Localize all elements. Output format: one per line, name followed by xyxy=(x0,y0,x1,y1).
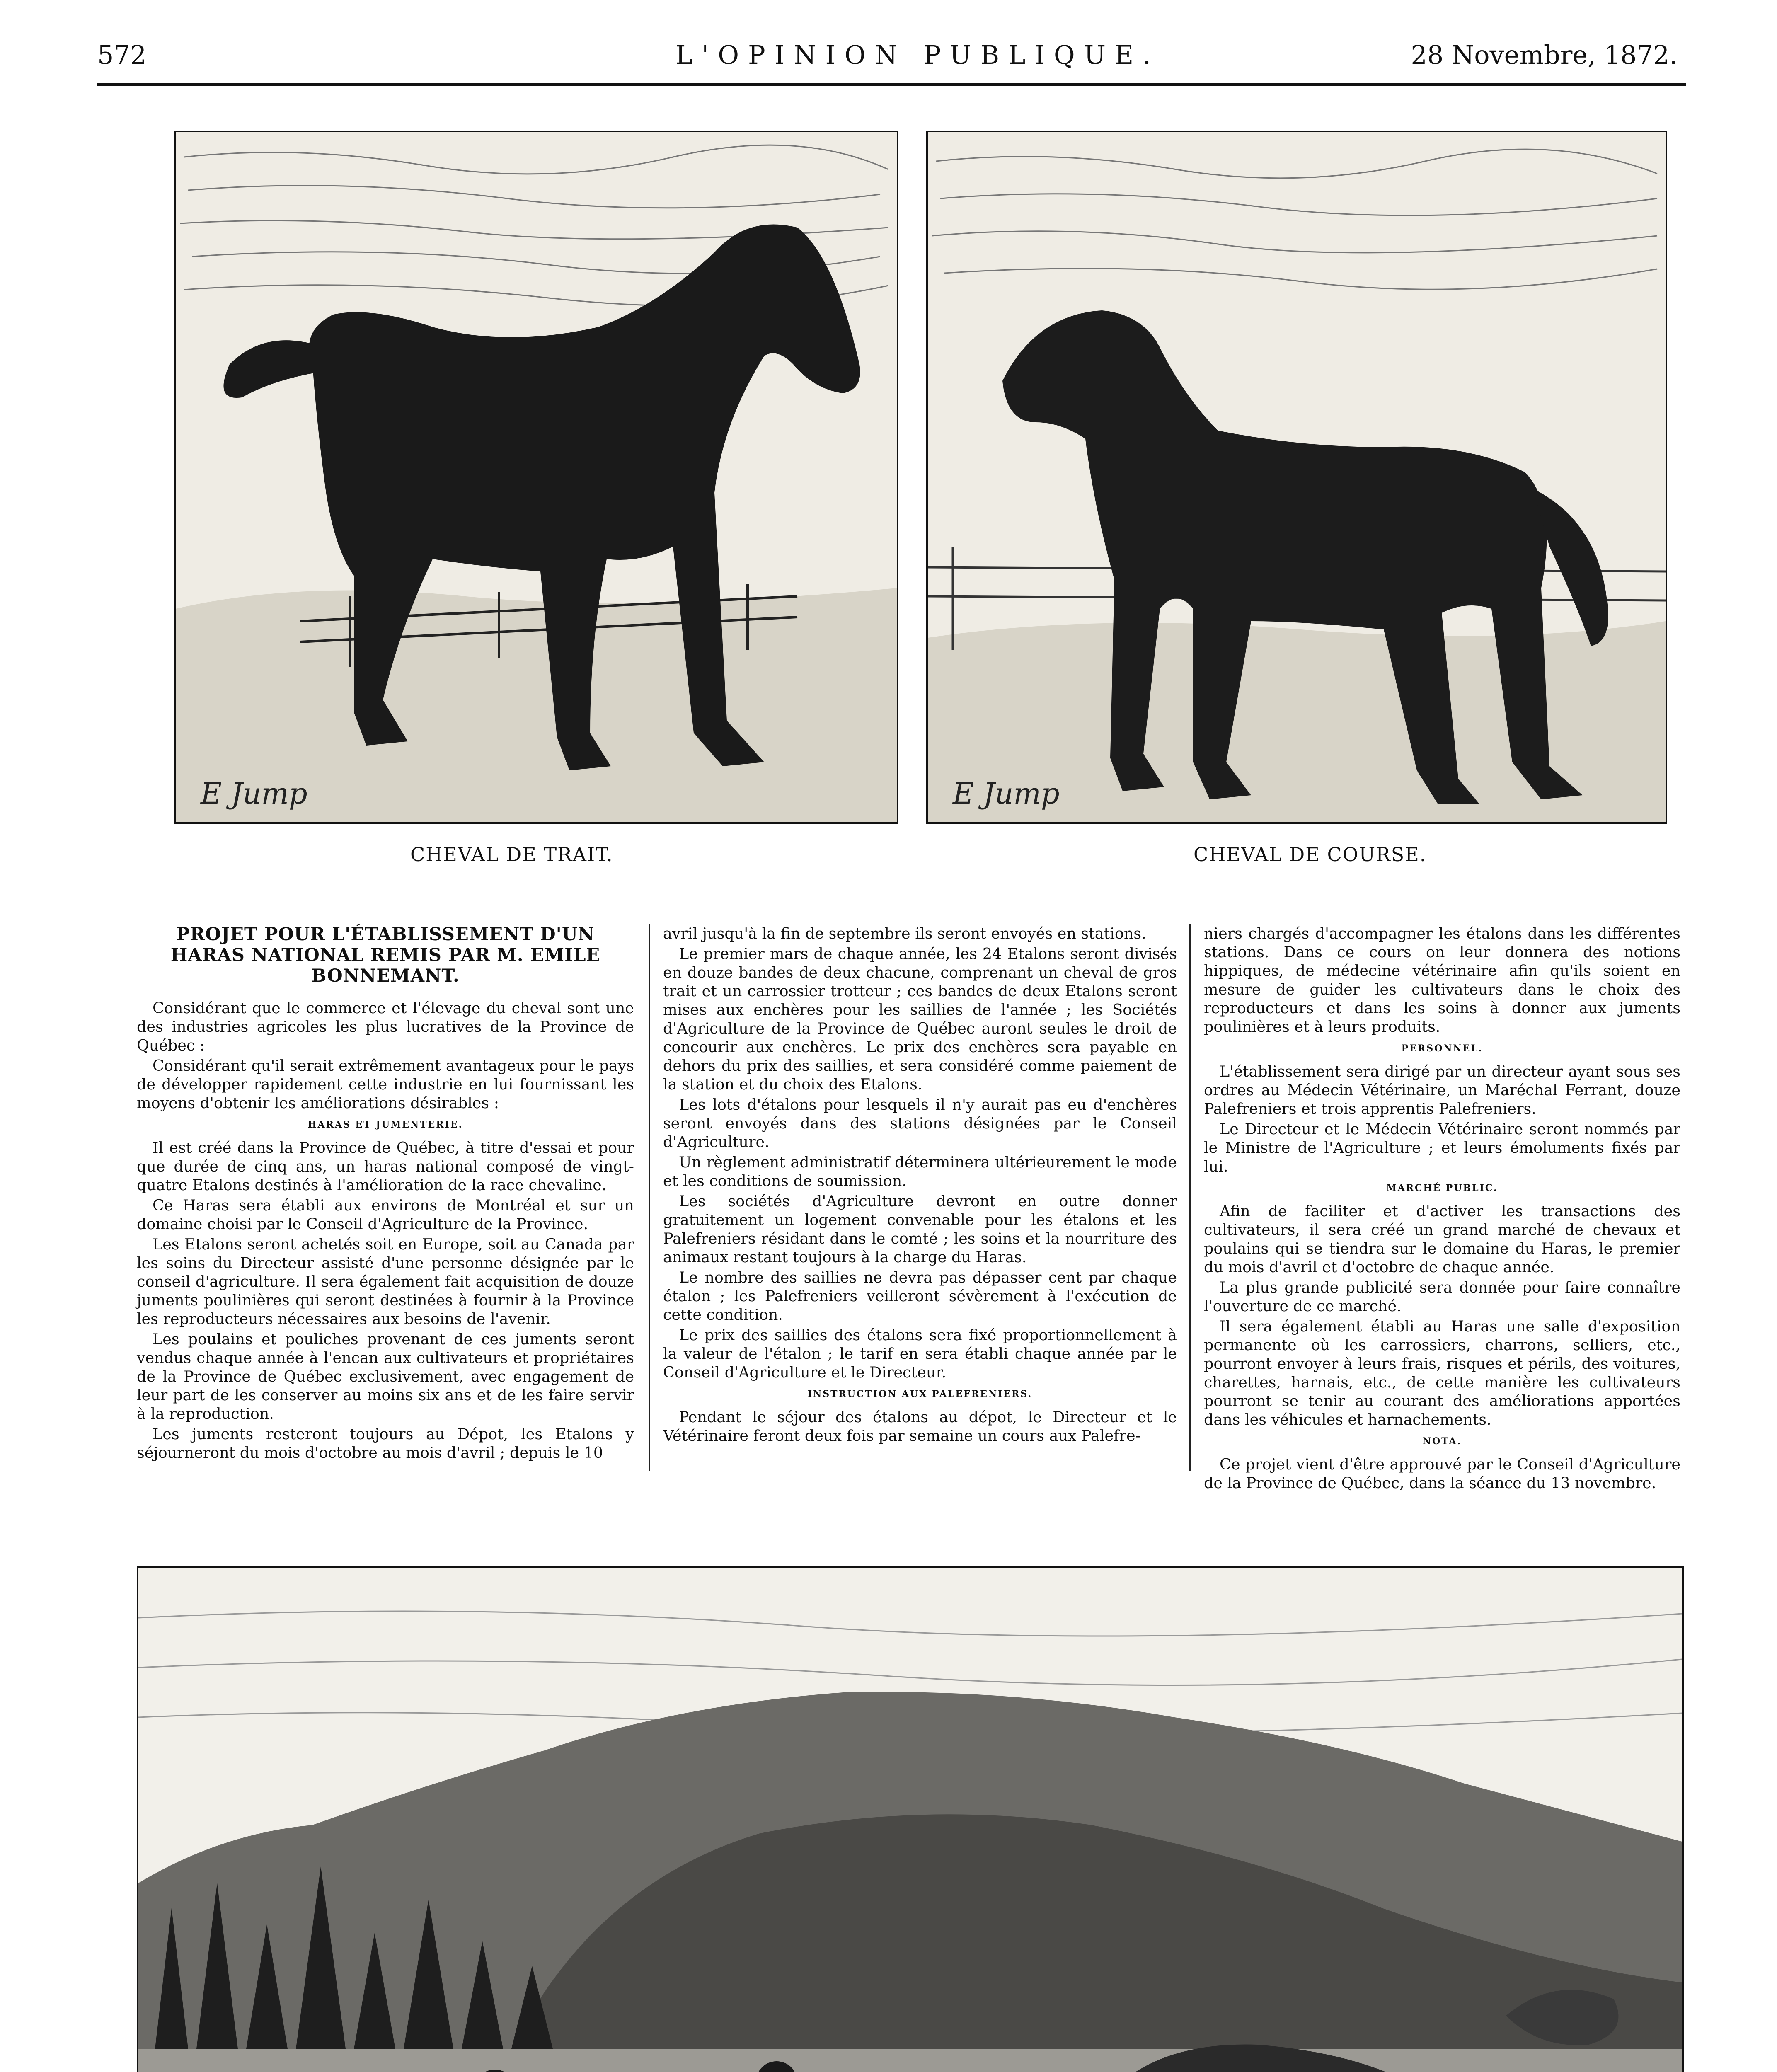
paragraph: Le Directeur et le Médecin Vétérinaire seront nommés par le Ministre de l'Agriculture ; et leurs émoluments fixés par lui. xyxy=(1204,1120,1680,1175)
paragraph: Ce projet vient d'être approuvé par le Conseil d'Agriculture de la Province de Québec, dans la séance du 13 novembre. xyxy=(1204,1455,1680,1492)
paragraph: Afin de faciliter et d'activer les transactions des cultivateurs, il sera créé un grand marché de chevaux et poulains qui se tiendra sur le domaine du Haras, le premier du mois d'avril et d'octobre de chaque année. xyxy=(1204,1202,1680,1276)
paragraph: Les poulains et pouliches provenant de ces juments seront vendus chaque année à l'encan aux cultivateurs et propriétaires de la Province de Québec exclusivement, avec engagement de leur part de les conserver au moins six ans et de les faire servir à la reproduction. xyxy=(137,1330,634,1423)
paragraph: niers chargés d'accompagner les étalons dans les différentes stations. Dans ce cours on leur donnera des notions hippiques, de médecine vétérinaire afin qu'ils soient en mesure de guider les cultivateurs dans le choix des reproducteurs et dans les soins à donner aux juments poulinières et à leurs produits. xyxy=(1204,925,1680,1036)
artist-signature: E Jump xyxy=(201,777,307,811)
header-rule xyxy=(97,83,1686,86)
paragraph: Les sociétés d'Agriculture devront en outre donner gratuitement un logement convenable pour les étalons et les Palefreniers résidant dans le comté ; les soins et la nourriture des animaux restant toujours à la charge du Haras. xyxy=(663,1192,1177,1266)
page-number: 572 xyxy=(97,40,147,70)
section-heading: PERSONNEL. xyxy=(1401,1043,1483,1054)
newspaper-title: L'OPINION PUBLIQUE. xyxy=(675,40,1160,70)
paragraph: Les Etalons seront achetés soit en Europe, soit au Canada par les soins du Directeur assisté d'une personne désignée par le conseil d'agriculture. Il sera également fait acquisition de douze juments poulinières qui seront destinées à fournir à la Province les reproducteurs nécessaires aux besoins de l'avenir. xyxy=(137,1235,634,1328)
paragraph: Considérant qu'il serait extrêmement avantageux pour le pays de développer rapidement cette industrie en lui fournissant les moyens d'obtenir les améliorations désirables : xyxy=(137,1057,634,1112)
paragraph: La plus grande publicité sera donnée pour faire connaître l'ouverture de ce marché. xyxy=(1204,1278,1680,1315)
section-heading: NOTA. xyxy=(1422,1436,1462,1447)
race-horse-illustration xyxy=(926,131,1667,824)
article-title: PROJET POUR L'ÉTABLISSEMENT D'UN HARAS NATIONAL REMIS PAR M. EMILE BONNEMANT. xyxy=(170,924,600,986)
section-heading: INSTRUCTION AUX PALEFRENIERS. xyxy=(807,1389,1033,1399)
paragraph: Le premier mars de chaque année, les 24 Etalons seront divisés en douze bandes de deux chacune, comprenant un cheval de gros trait et un carrossier trotteur ; ces bandes de deux Etalons seront mises aux enchères pour les saillies de l'année ; les Sociétés d'Agriculture de la Province de Québec auront seules le droit de concourir aux enchères. Le prix des enchères sera payable en dehors du prix des saillies, et sera considéré comme paiement de la station et du choix des Etalons. xyxy=(663,945,1177,1093)
draft-horse-engraving xyxy=(176,132,897,822)
paragraph: Il sera également établi au Haras une salle d'exposition permanente où les carrossiers, charrons, selliers, etc., pourront envoyer à leurs frais, risques et périls, des voitures, charettes, harnais, etc., de cette manière les cultivateurs pourront se tenir au courant des améliorations apportées dans les véhicules et harnachements. xyxy=(1204,1317,1680,1428)
lake-monster-illustration xyxy=(137,1566,1684,2072)
paragraph: Ce Haras sera établi aux environs de Montréal et sur un domaine choisi par le Conseil d'Agriculture de la Province. xyxy=(137,1196,634,1233)
lake-monster-engraving xyxy=(138,1568,1682,2072)
race-horse-caption: CHEVAL DE COURSE. xyxy=(1194,843,1427,866)
article-column-3 xyxy=(1204,924,1680,1494)
column-divider xyxy=(1189,924,1191,1471)
paragraph: Il est créé dans la Province de Québec, à titre d'essai et pour que durée de cinq ans, un haras national composé de vingt-quatre Etalons destinés à l'amélioration de la race chevaline. xyxy=(137,1139,634,1194)
race-horse-engraving xyxy=(928,132,1666,822)
draft-horse-caption: CHEVAL DE TRAIT. xyxy=(410,843,613,866)
paragraph: Les lots d'étalons pour lesquels il n'y aurait pas eu d'enchères seront envoyés dans des stations désignées par le Conseil d'Agriculture. xyxy=(663,1096,1177,1151)
paragraph: Le prix des saillies des étalons sera fixé proportionnellement à la valeur de l'étalon ; le tarif en sera établi chaque année par le Conseil d'Agriculture et le Directeur. xyxy=(663,1326,1177,1381)
section-heading: MARCHÉ PUBLIC. xyxy=(1386,1183,1498,1193)
section-heading: HARAS ET JUMENTERIE. xyxy=(307,1119,463,1130)
paragraph: Le nombre des saillies ne devra pas dépasser cent par chaque étalon ; les Palefreniers veilleront sévèrement à l'exécution de cette condition. xyxy=(663,1268,1177,1324)
paragraph: Pendant le séjour des étalons au dépot, le Directeur et le Vétérinaire feront deux fois par semaine un cours aux Palefre- xyxy=(663,1408,1177,1445)
issue-date: 28 Novembre, 1872. xyxy=(1411,40,1678,70)
article-column-1 xyxy=(137,924,634,1464)
article-column-2 xyxy=(663,924,1177,1447)
paragraph: Les juments resteront toujours au Dépot, les Etalons y séjourneront du mois d'octobre au mois d'avril ; depuis le 10 xyxy=(137,1425,634,1462)
column-divider xyxy=(649,924,650,1471)
paragraph: avril jusqu'à la fin de septembre ils seront envoyés en stations. xyxy=(663,925,1146,942)
paragraph: L'établissement sera dirigé par un directeur ayant sous ses ordres au Médecin Vétérinaire, un Maréchal Ferrant, douze Palefreniers et trois apprentis Palefreniers. xyxy=(1204,1063,1680,1118)
draft-horse-illustration xyxy=(174,131,898,824)
paragraph: Considérant que le commerce et l'élevage du cheval sont une des industries agricoles les plus lucratives de la Province de Québec : xyxy=(137,999,634,1054)
paragraph: Un règlement administratif déterminera ultérieurement le mode et les conditions de soumission. xyxy=(663,1153,1177,1190)
artist-signature: E Jump xyxy=(953,777,1060,811)
